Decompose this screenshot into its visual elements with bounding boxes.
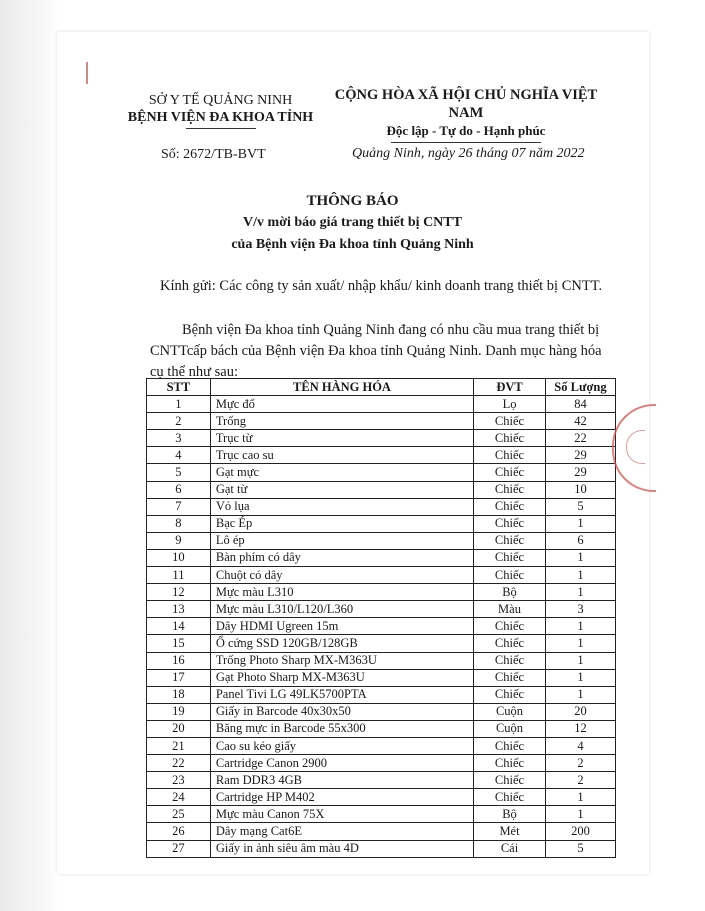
row-quantity: 2	[545, 755, 615, 772]
row-quantity: 4	[545, 737, 615, 754]
row-item-name: Trục từ	[210, 430, 473, 447]
table-row	[147, 430, 616, 447]
row-item-name: Lô ép	[210, 532, 473, 549]
table-row	[147, 789, 616, 806]
subject-line-2: của Bệnh viện Đa khoa tỉnh Quảng Ninh	[231, 237, 474, 252]
row-quantity: 1	[545, 806, 615, 823]
row-quantity: 5	[545, 498, 615, 515]
row-unit: Chiếc	[474, 413, 546, 430]
table-row	[147, 806, 616, 823]
items-table	[146, 378, 616, 858]
table-row	[147, 772, 616, 789]
row-item-name: Mực màu Canon 75X	[210, 806, 473, 823]
row-unit: Chiếc	[474, 481, 546, 498]
row-item-name: Gạt từ	[210, 481, 473, 498]
table-row	[147, 737, 616, 754]
row-quantity: 20	[545, 703, 615, 720]
row-unit: Chiếc	[474, 549, 546, 566]
header-item-name: TÊN HÀNG HÓA	[210, 379, 473, 396]
row-quantity: 22	[545, 430, 615, 447]
row-item-name: Giấy in Barcode 40x30x50	[210, 703, 473, 720]
row-quantity: 1	[545, 686, 615, 703]
table-header-row	[147, 379, 616, 396]
table-row	[147, 840, 616, 857]
row-unit: Bộ	[474, 806, 546, 823]
table-row	[147, 515, 616, 532]
row-stt: 7	[147, 498, 211, 515]
row-stt: 2	[147, 413, 211, 430]
row-stt: 17	[147, 669, 211, 686]
national-motto: Độc lập - Tự do - Hạnh phúc	[386, 123, 546, 138]
document-title: THÔNG BÁO	[306, 193, 399, 209]
row-stt: 27	[147, 840, 211, 857]
row-unit: Chiếc	[474, 635, 546, 652]
row-quantity: 2	[545, 772, 615, 789]
row-quantity: 1	[545, 618, 615, 635]
row-item-name: Gạt Photo Sharp MX-M363U	[210, 669, 473, 686]
table-row	[147, 567, 616, 584]
row-item-name: Cartridge HP M402	[210, 789, 473, 806]
row-stt: 9	[147, 532, 211, 549]
row-unit: Chiếc	[474, 447, 546, 464]
issuer-header	[123, 92, 318, 129]
row-stt: 4	[147, 447, 211, 464]
row-quantity: 1	[545, 789, 615, 806]
row-stt: 14	[147, 618, 211, 635]
country-name: CỘNG HÒA XÃ HỘI CHỦ NGHĨA VIỆT NAM	[334, 87, 598, 121]
row-stt: 10	[147, 549, 211, 566]
row-quantity: 12	[545, 720, 615, 737]
table-row	[147, 686, 616, 703]
row-quantity: 1	[545, 635, 615, 652]
row-unit: Chiếc	[474, 464, 546, 481]
row-item-name: Bạc Ép	[210, 515, 473, 532]
row-stt: 20	[147, 720, 211, 737]
row-unit: Chiếc	[474, 772, 546, 789]
table-row	[147, 703, 616, 720]
row-item-name: Mực đổ	[210, 396, 473, 413]
row-quantity: 10	[545, 481, 615, 498]
row-stt: 23	[147, 772, 211, 789]
row-stt: 12	[147, 584, 211, 601]
row-stt: 5	[147, 464, 211, 481]
row-quantity: 1	[545, 515, 615, 532]
row-stt: 24	[147, 789, 211, 806]
row-item-name: Băng mực in Barcode 55x300	[210, 720, 473, 737]
row-item-name: Mực màu L310	[210, 584, 473, 601]
national-header	[318, 86, 614, 143]
row-quantity: 84	[545, 396, 615, 413]
table-row	[147, 618, 616, 635]
header-quantity: Số Lượng	[545, 379, 615, 396]
row-quantity: 3	[545, 601, 615, 618]
row-unit: Chiếc	[474, 789, 546, 806]
recipient-greeting: Kính gửi: Các công ty sản xuất/ nhập khẩu/ kinh doanh trang thiết bị CNTT.	[160, 278, 603, 294]
motto-underline	[391, 142, 541, 143]
table-row	[147, 720, 616, 737]
row-unit: Cái	[474, 840, 546, 857]
row-item-name: Trống Photo Sharp MX-M363U	[210, 652, 473, 669]
row-item-name: Trống	[210, 413, 473, 430]
row-unit: Bộ	[474, 584, 546, 601]
row-stt: 11	[147, 567, 211, 584]
table-row	[147, 823, 616, 840]
organization-name: BỆNH VIỆN ĐA KHOA TỈNH	[127, 110, 314, 125]
row-unit: Chiếc	[474, 430, 546, 447]
table-row	[147, 584, 616, 601]
row-item-name: Cao su kéo giấy	[210, 737, 473, 754]
row-unit: Mét	[474, 823, 546, 840]
row-stt: 15	[147, 635, 211, 652]
row-item-name: Gạt mực	[210, 464, 473, 481]
subject-line-1: V/v mời báo giá trang thiết bị CNTT	[243, 215, 462, 230]
row-unit: Chiếc	[474, 737, 546, 754]
table-row	[147, 447, 616, 464]
header-stt: STT	[147, 379, 211, 396]
intro-paragraph: Bệnh viện Đa khoa tỉnh Quảng Ninh đang có nhu cầu mua trang thiết bị CNTTcấp bách của Bệnh viện Đa khoa tỉnh Quảng Ninh. Danh mục hàng hóa cụ thể như sau:	[150, 322, 602, 380]
row-stt: 18	[147, 686, 211, 703]
row-item-name: Ram DDR3 4GB	[210, 772, 473, 789]
table-row	[147, 635, 616, 652]
table-row	[147, 601, 616, 618]
table-row	[147, 532, 616, 549]
header-underline	[186, 128, 256, 129]
row-unit: Chiếc	[474, 669, 546, 686]
table-row	[147, 481, 616, 498]
row-stt: 26	[147, 823, 211, 840]
row-quantity: 42	[545, 413, 615, 430]
table-row	[147, 464, 616, 481]
row-stt: 6	[147, 481, 211, 498]
row-quantity: 5	[545, 840, 615, 857]
row-unit: Cuộn	[474, 720, 546, 737]
pen-mark	[86, 62, 88, 84]
row-quantity: 200	[545, 823, 615, 840]
row-unit: Chiếc	[474, 755, 546, 772]
row-item-name: Vỏ lụa	[210, 498, 473, 515]
row-item-name: Chuột có dây	[210, 567, 473, 584]
row-quantity: 1	[545, 652, 615, 669]
row-quantity: 29	[545, 447, 615, 464]
row-item-name: Dây mạng Cat6E	[210, 823, 473, 840]
row-stt: 19	[147, 703, 211, 720]
row-item-name: Panel Tivi LG 49LK5700PTA	[210, 686, 473, 703]
row-unit: Chiếc	[474, 498, 546, 515]
row-stt: 21	[147, 737, 211, 754]
row-item-name: Dây HDMI Ugreen 15m	[210, 618, 473, 635]
table-row	[147, 669, 616, 686]
row-unit: Chiếc	[474, 686, 546, 703]
row-stt: 1	[147, 396, 211, 413]
row-item-name: Bàn phím có dây	[210, 549, 473, 566]
table-row	[147, 498, 616, 515]
header-unit: ĐVT	[474, 379, 546, 396]
row-stt: 8	[147, 515, 211, 532]
row-unit: Chiếc	[474, 652, 546, 669]
row-stt: 16	[147, 652, 211, 669]
row-unit: Chiếc	[474, 532, 546, 549]
row-quantity: 1	[545, 584, 615, 601]
table-row	[147, 652, 616, 669]
row-stt: 25	[147, 806, 211, 823]
row-quantity: 6	[545, 532, 615, 549]
row-quantity: 1	[545, 669, 615, 686]
table-row	[147, 396, 616, 413]
row-stt: 13	[147, 601, 211, 618]
row-item-name: Cartridge Canon 2900	[210, 755, 473, 772]
row-unit: Cuộn	[474, 703, 546, 720]
table-row	[147, 549, 616, 566]
row-quantity: 1	[545, 549, 615, 566]
row-item-name: Trục cao su	[210, 447, 473, 464]
row-unit: Chiếc	[474, 515, 546, 532]
parent-organization: SỞ Y TẾ QUẢNG NINH	[148, 93, 293, 108]
row-unit: Chiếc	[474, 567, 546, 584]
row-stt: 3	[147, 430, 211, 447]
row-item-name: Ổ cứng SSD 120GB/128GB	[210, 635, 473, 652]
table-body	[147, 396, 616, 858]
table-row	[147, 755, 616, 772]
document-date: Quảng Ninh, ngày 26 tháng 07 năm 2022	[352, 146, 585, 161]
row-item-name: Giấy in ảnh siêu âm màu 4D	[210, 840, 473, 857]
row-unit: Chiếc	[474, 618, 546, 635]
row-stt: 22	[147, 755, 211, 772]
row-unit: Lọ	[474, 396, 546, 413]
document-title-block	[200, 190, 505, 256]
table-row	[147, 413, 616, 430]
row-unit: Màu	[474, 601, 546, 618]
row-quantity: 1	[545, 567, 615, 584]
row-item-name: Mực màu L310/L120/L360	[210, 601, 473, 618]
row-quantity: 29	[545, 464, 615, 481]
document-number: Số: 2672/TB-BVT	[161, 147, 266, 162]
